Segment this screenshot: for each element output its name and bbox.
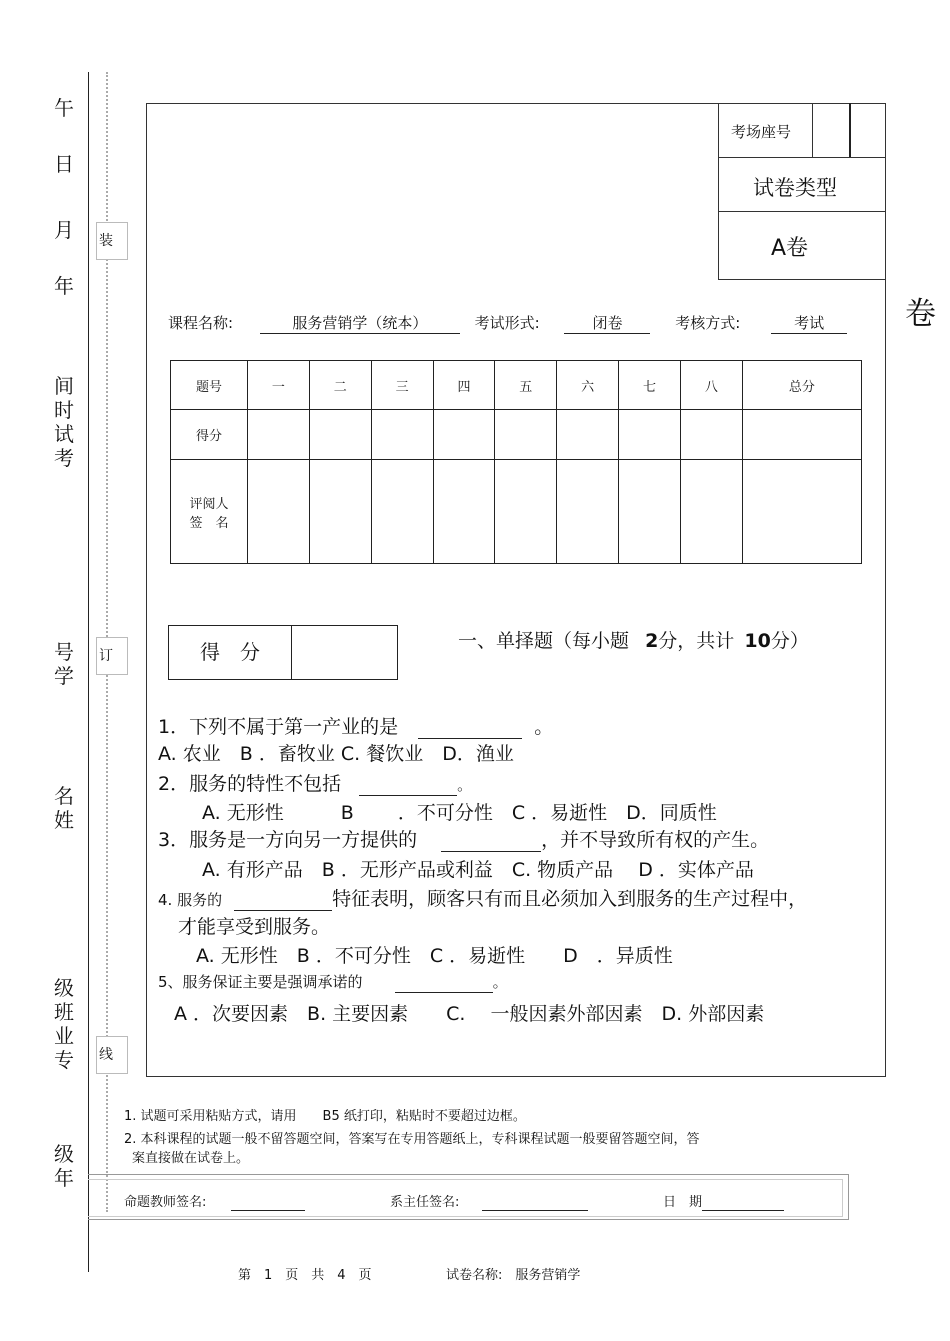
score-table xyxy=(170,360,862,564)
answer-blank[interactable] xyxy=(418,716,522,739)
teacher-sign xyxy=(124,1191,305,1211)
seat-row xyxy=(719,103,886,158)
reviewer-cell[interactable] xyxy=(433,460,495,564)
footer-paper-name: 试卷名称: 服务营销学 xyxy=(446,1268,581,1283)
question-2-options: A. 无形性 B ．不可分性 C ．易逝性 D．同质性 xyxy=(202,802,717,824)
reviewer-cell[interactable] xyxy=(248,460,310,564)
reviewer-cell[interactable] xyxy=(619,460,681,564)
reviewer-cell[interactable] xyxy=(557,460,619,564)
section-title-c: 分） xyxy=(770,630,809,652)
question-4 xyxy=(158,884,807,911)
question-3-options: A. 有形产品 B ．无形产品或利益 C. 物质产品 D ．实体产品 xyxy=(202,859,754,881)
question-3 xyxy=(158,825,769,852)
reviewer-row xyxy=(171,460,862,564)
question-4-text-b: 特征表明，顾客只有而且必须加入到服务的生产过程中， xyxy=(332,888,808,910)
teacher-sign-blank[interactable] xyxy=(231,1195,305,1211)
score-cell[interactable] xyxy=(680,410,742,460)
reviewer-label-2: 签 名 xyxy=(189,515,229,531)
assess-mode-label: 考核方式: xyxy=(675,314,741,332)
score-row-label: 得分 xyxy=(171,410,248,460)
header-cell: 二 xyxy=(309,361,371,410)
note-1: 1. 试题可采用粘贴方式，请用 B5 纸打印，粘贴时不要超过边框。 xyxy=(124,1109,526,1124)
course-name-label: 课程名称: xyxy=(168,314,234,332)
section-title-points: 2 xyxy=(645,630,659,652)
header-cell: 六 xyxy=(557,361,619,410)
header-cell: 四 xyxy=(433,361,495,410)
header-cell: 八 xyxy=(680,361,742,410)
section-title-a: 一、单择题（每小题 xyxy=(458,630,630,652)
score-cell[interactable] xyxy=(248,410,310,460)
reviewer-cell[interactable] xyxy=(309,460,371,564)
question-4-options: A. 无形性 B ．不可分性 C ．易逝性 D ．异质性 xyxy=(196,945,673,967)
section-title xyxy=(458,626,809,653)
section-title-total: 10 xyxy=(744,630,771,652)
reviewer-label-1: 评阅人 xyxy=(189,496,229,512)
label-major-class: 级 班 业 专 xyxy=(54,976,74,1072)
section-score-box xyxy=(168,625,398,680)
bind-mark-xian: 线 xyxy=(96,1036,128,1074)
question-3-end: ，并不导致所有权的产生。 xyxy=(541,829,770,851)
label-exam-time: 间 时 试 考 xyxy=(54,374,74,470)
label-student-id: 号 学 xyxy=(54,640,74,688)
question-5-text: 5、服务保证主要是强调承诺的 xyxy=(158,973,363,991)
reviewer-cell[interactable] xyxy=(371,460,433,564)
question-5 xyxy=(158,970,508,993)
teacher-sign-label: 命题教师签名: xyxy=(124,1195,207,1210)
director-sign xyxy=(390,1191,588,1211)
course-info-line xyxy=(168,312,847,334)
question-1 xyxy=(158,712,553,739)
section-score-label: 得 分 xyxy=(169,626,292,679)
paper-type-value: A卷 xyxy=(771,236,809,261)
question-4-text-a: 4. 服务的 xyxy=(158,891,223,909)
note-2: 2. 本科课程的试题一般不留答题空间，答案写在专用答题纸上，专科课程试题一般要留答题空间，答 xyxy=(124,1132,700,1147)
director-sign-label: 系主任签名: xyxy=(390,1195,460,1210)
header-cell: 五 xyxy=(495,361,557,410)
score-cell[interactable] xyxy=(495,410,557,460)
section-score-cell[interactable] xyxy=(293,626,397,679)
question-5-end: 。 xyxy=(492,973,508,991)
reviewer-cell[interactable] xyxy=(742,460,861,564)
director-sign-blank[interactable] xyxy=(482,1195,588,1211)
answer-blank[interactable] xyxy=(234,888,332,911)
header-cell: 一 xyxy=(248,361,310,410)
bind-mark-ding: 订 xyxy=(96,637,128,675)
exam-form-label: 考试形式: xyxy=(474,314,540,332)
header-cell: 七 xyxy=(619,361,681,410)
score-cell[interactable] xyxy=(619,410,681,460)
answer-blank[interactable] xyxy=(395,970,493,993)
score-cell[interactable] xyxy=(742,410,861,460)
paper-type-row xyxy=(719,158,886,212)
score-table-header-row xyxy=(171,361,862,410)
score-cell[interactable] xyxy=(557,410,619,460)
question-1-options: A. 农业 B ．畜牧业 C. 餐饮业 D．渔业 xyxy=(158,743,514,765)
reviewer-cell[interactable] xyxy=(495,460,557,564)
left-margin-line xyxy=(88,72,89,1272)
header-cell: 总分 xyxy=(742,361,861,410)
assess-mode-value[interactable]: 考试 xyxy=(771,312,847,334)
answer-blank[interactable] xyxy=(441,829,541,852)
header-box xyxy=(718,103,886,280)
side-juan-char: 卷 xyxy=(905,296,936,332)
label-grade: 级 年 xyxy=(54,1142,74,1190)
signature-bar xyxy=(88,1174,849,1220)
question-1-end: 。 xyxy=(534,716,554,738)
exam-form-value[interactable]: 闭卷 xyxy=(564,312,650,334)
seat-number-cell[interactable] xyxy=(812,103,851,157)
date-blank[interactable] xyxy=(702,1195,784,1211)
question-1-text: 1．下列不属于第一产业的是 xyxy=(158,716,399,738)
course-name-value[interactable]: 服务营销学（统本） xyxy=(260,312,460,334)
reviewer-cell[interactable] xyxy=(680,460,742,564)
question-3-text: 3．服务是一方向另一方提供的 xyxy=(158,829,418,851)
question-2-text: 2．服务的特性不包括 xyxy=(158,773,342,795)
section-title-b: 分，共计 xyxy=(658,630,735,652)
score-row xyxy=(171,410,862,460)
question-2-end: 。 xyxy=(457,776,473,794)
question-4-cont: 才能享受到服务。 xyxy=(178,916,331,938)
paper-type-label: 试卷类型 xyxy=(753,176,837,200)
exam-time-chars: 午 日 月 年 xyxy=(54,96,74,298)
bind-mark-zhuang: 装 xyxy=(96,222,128,260)
question-5-options: A ．次要因素 B. 主要因素 C. 一般因素外部因素 D. 外部因素 xyxy=(174,1003,765,1025)
score-cell[interactable] xyxy=(433,410,495,460)
label-name: 名 姓 xyxy=(54,784,74,832)
date-sign xyxy=(663,1191,784,1211)
header-cell: 三 xyxy=(371,361,433,410)
reviewer-row-label xyxy=(171,460,248,564)
seat-label: 考场座号 xyxy=(731,123,792,141)
answer-blank[interactable] xyxy=(359,773,457,796)
score-cell[interactable] xyxy=(309,410,371,460)
note-2-cont: 案直接做在试卷上。 xyxy=(132,1151,250,1166)
header-cell: 题号 xyxy=(171,361,248,410)
score-cell[interactable] xyxy=(371,410,433,460)
page-number: 第 1 页 共 4 页 xyxy=(238,1268,372,1283)
question-2 xyxy=(158,769,472,796)
date-label: 日 期 xyxy=(663,1195,703,1210)
